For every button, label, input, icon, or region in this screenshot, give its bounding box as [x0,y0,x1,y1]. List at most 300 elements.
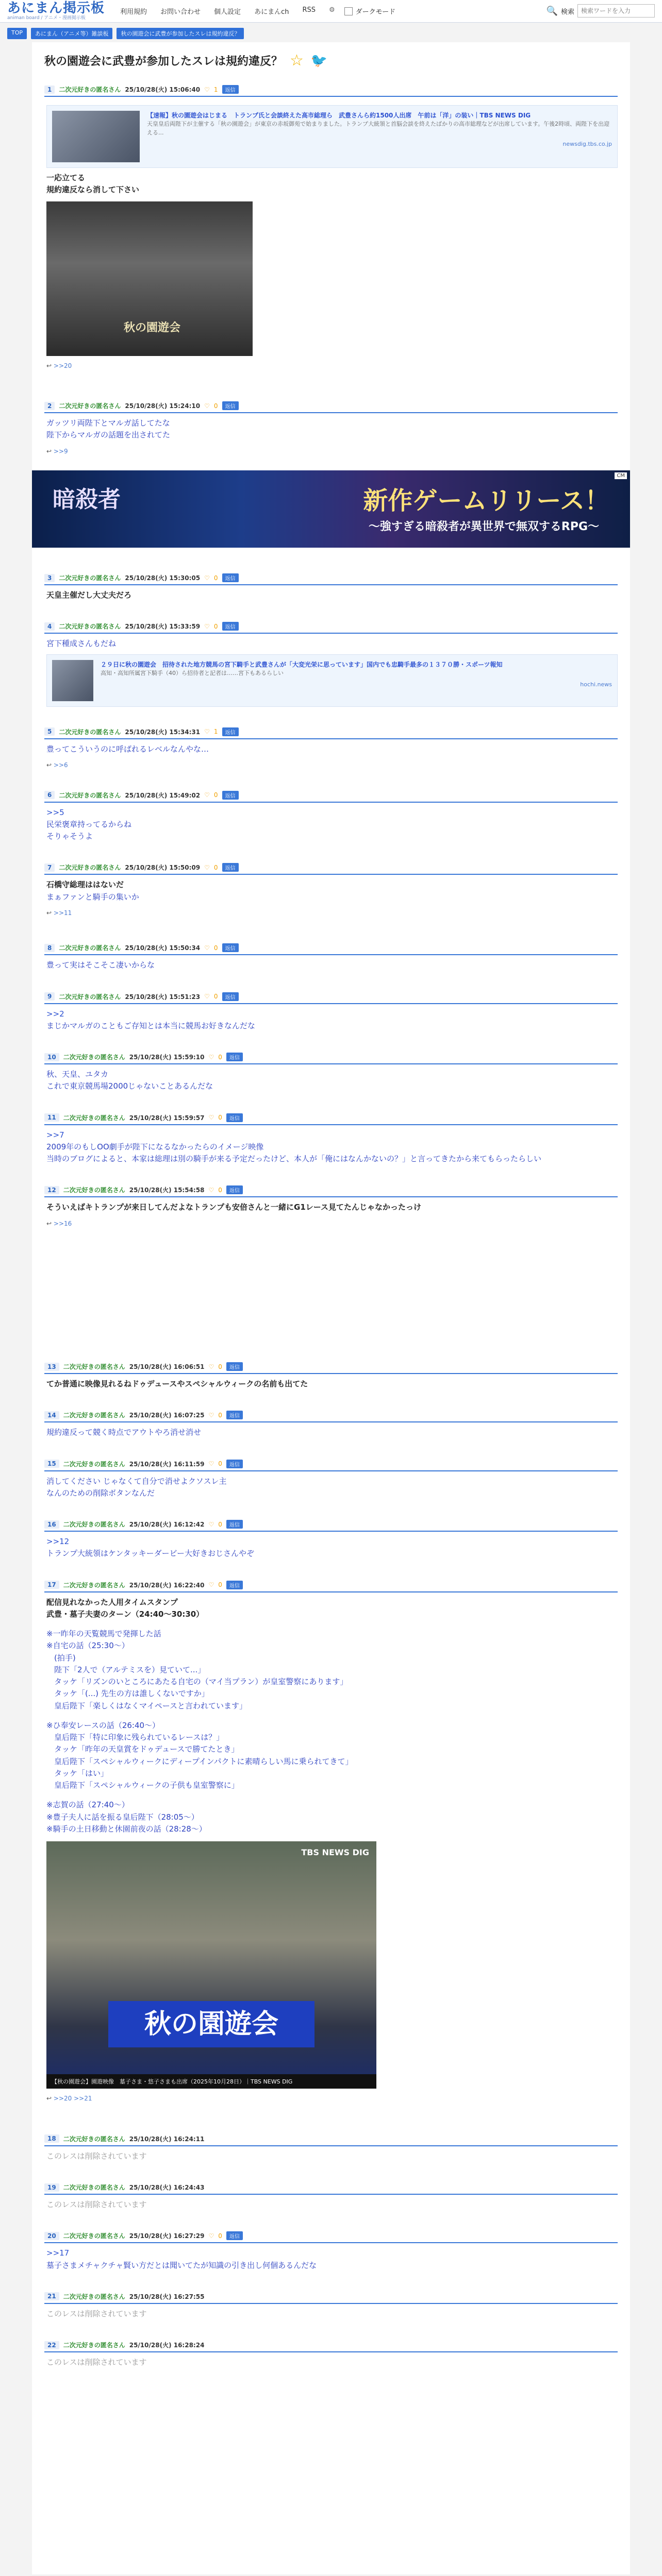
like-icon[interactable]: ♡ [208,1520,214,1528]
logo-text: あにまん掲示板 [7,1,105,16]
like-count: 0 [218,1581,222,1589]
post-text: 皇后陛下「楽しくはなくマイペースと言われています」 [46,1701,247,1710]
like-icon[interactable]: ♡ [204,791,210,799]
reply-anchor[interactable]: >>12 [46,1537,70,1547]
post-header [44,2341,618,2352]
like-count: 0 [218,1186,222,1194]
post-name: 二次元好きの匿名さん [59,993,121,1001]
reply-button[interactable]: 返信 [226,1185,243,1194]
like-count: 0 [213,944,218,952]
post-body [44,585,618,601]
post-header [44,401,618,413]
post [32,863,630,918]
thread-footer-space [32,2368,630,2574]
breadcrumb-thread[interactable]: 秋の園遊会に武豊が参加したスレは規約違反？ [117,28,244,39]
post-header [44,1113,618,1125]
post [32,1581,630,2104]
reply-button[interactable]: 返信 [226,1053,243,1061]
reply-button[interactable]: 返信 [222,791,239,800]
post-number[interactable]: 16 [44,1520,59,1529]
post-number[interactable]: 9 [44,992,55,1001]
post-body [44,2195,618,2211]
link-card-site: hochi.news [580,681,612,688]
post [32,943,630,971]
like-icon[interactable]: ♡ [208,1411,214,1419]
post-date: 25/10/28(火) 16:11:59 [129,1460,205,1468]
post-body [44,2352,618,2368]
reply-button[interactable]: 返信 [222,622,239,631]
search-input[interactable] [577,4,655,18]
post-text: 武豊・墓子夫妻のターン（24:40〜30:30） [46,1609,204,1619]
post-text: 墓子さまメチャクチャ賢い方だとは聞いてたが知識の引き出し何個あるんだな [46,2260,317,2270]
favorite-star-icon[interactable]: ☆ [290,52,304,70]
post-date: 25/10/28(火) 15:50:34 [125,944,201,952]
post-date: 25/10/28(火) 15:59:10 [129,1054,205,1061]
search-icon[interactable]: 🔍 [546,5,558,16]
post-number[interactable]: 10 [44,1053,59,1061]
like-count: 0 [218,2232,222,2240]
post-header [44,791,618,803]
like-count: 0 [218,1053,222,1061]
post-body [44,1125,618,1165]
reply-button[interactable]: 返信 [222,85,239,94]
post-name: 二次元好きの匿名さん [63,1187,125,1194]
post-header [44,622,618,634]
post-text: 民栄褒章持ってるからね [46,819,132,829]
post-text: 消してください じゃなくて自分で消せよクソスレ主 [46,1476,227,1486]
post-name: 二次元好きの匿名さん [59,944,121,952]
post-body [44,955,618,971]
post-name: 二次元好きの匿名さん [63,1521,125,1529]
ad-banner-subtitle: 〜強すぎる暗殺者が異世界で無双するRPG〜 [368,520,599,534]
post [32,622,630,706]
post-date: 25/10/28(火) 15:30:05 [125,574,201,582]
like-count: 0 [218,1411,222,1419]
post-name: 二次元好きの匿名さん [59,728,121,736]
post-body [44,803,618,843]
post-date: 25/10/28(火) 16:24:43 [129,2184,205,2192]
reply-button[interactable]: 返信 [222,401,239,410]
post-body [44,2243,618,2272]
post-number[interactable]: 11 [44,1113,59,1122]
post-number[interactable]: 1 [44,86,55,94]
post-name: 二次元好きの匿名さん [63,1581,125,1589]
post-text: 陛下からマルガの話題を出されてた [46,430,171,440]
post-name: 二次元好きの匿名さん [63,2232,125,2240]
post-name: 二次元好きの匿名さん [59,402,121,410]
reply-button[interactable]: 返信 [226,1362,243,1371]
like-count: 0 [213,622,218,630]
post-text: ガッツリ両陛下とマルガ話してたな [46,418,170,428]
post-body [44,413,618,456]
ad-banner-title-left: 暗殺者 [53,486,121,513]
reply-button[interactable]: 返信 [226,1113,243,1122]
post-text: 陛下「2人で（アルテミスを）見ていて...」 [46,1665,206,1674]
post-date: 25/10/28(火) 15:33:59 [125,623,201,631]
post-name: 二次元好きの匿名さん [59,864,121,872]
like-icon[interactable]: ♡ [204,86,210,93]
post [32,1113,630,1165]
reply-anchor[interactable]: >>6 [53,761,68,769]
nav-contact[interactable]: お問い合わせ [160,8,201,16]
like-count: 0 [213,574,218,582]
post-body [44,1422,618,1438]
post-header [44,1581,618,1592]
post-text: 配信見れなかった人用タイムスタンプ [46,1597,178,1607]
post-number[interactable]: 4 [44,622,55,631]
post-header [44,1053,618,1064]
post-number[interactable]: 8 [44,944,55,952]
post-name: 二次元好きの匿名さん [63,1114,125,1122]
post-date: 25/10/28(火) 16:27:55 [129,2293,205,2300]
post-image-title: 秋の園遊会 [108,2001,315,2047]
post-body [44,1197,618,1228]
main-nav [120,6,335,16]
like-count: 1 [213,728,218,736]
post-list [32,573,630,2368]
post-name: 二次元好きの匿名さん [59,574,121,582]
post-date: 25/10/28(火) 15:49:02 [125,791,201,799]
reply-button[interactable]: 返信 [226,1460,243,1468]
post-body [44,2146,618,2162]
post-text: ※志賀の話（27:40〜） [46,1800,129,1810]
post-date: 25/10/28(火) 16:07:25 [129,1412,205,1419]
link-card[interactable] [46,105,618,168]
reply-anchor[interactable]: >>11 [53,909,72,917]
post-header [44,1520,618,1532]
post-text: そういえばキトランプが来日してんだよなトランプも安倍さんと一緒にG1レース見てたんじゃなかったっけ [46,1202,422,1212]
post-header [44,1362,618,1374]
post-name: 二次元好きの匿名さん [63,2184,125,2192]
post-body [44,634,618,706]
post-text [46,1791,618,1799]
reply-anchor[interactable]: >>5 [46,807,64,817]
post [32,2231,630,2272]
post-text: 規約違反って競く時点でアウトやろ消せ消せ [46,1428,202,1437]
post-body [44,1004,618,1032]
post-body [44,1374,618,1390]
post-date: 25/10/28(火) 15:24:10 [125,402,201,410]
post [32,2292,630,2320]
post-header [44,2134,618,2146]
post-name: 二次元好きの匿名さん [59,623,121,631]
deleted-notice: このレスは削除されています [46,2309,147,2318]
like-icon[interactable]: ♡ [208,1363,214,1370]
like-icon[interactable]: ♡ [204,402,210,410]
post-image[interactable] [46,201,253,356]
post-date: 25/10/28(火) 16:22:40 [129,1581,205,1589]
post-text: ※一昨年の天覧競馬で発揮した話 [46,1629,161,1639]
reply-anchor[interactable]: >>2 [46,1009,64,1019]
post-header [44,863,618,875]
post-header [44,2183,618,2195]
post-text: トランプ大統領はケンタッキーダービー大好きおじさんやぞ [46,1549,255,1558]
ad-banner[interactable] [32,470,630,548]
post-name: 二次元好きの匿名さん [63,1363,125,1371]
post-text: 秋、天皇、ユタカ [46,1070,109,1079]
post [32,2183,630,2211]
post-text: タッケ「昨年の天皇賞をドゥデュースで勝てたとき」 [46,1744,239,1754]
like-icon[interactable]: ♡ [208,1114,214,1122]
post-name: 二次元好きの匿名さん [59,791,121,799]
post-name: 二次元好きの匿名さん [63,2293,125,2300]
post-text: 豊って実はそこそこ凄いからな [46,960,155,970]
post-text: まじかマルガのこともご存知とは本当に競馬お好きなんだな [46,1021,256,1030]
post-text: ※ひ奉安レースの話（26:40〜） [46,1720,160,1730]
post-number[interactable]: 18 [44,2134,59,2143]
post-body [44,1471,618,1500]
post-text: 一応立てる [46,173,86,182]
post-header [44,943,618,955]
ad-banner-title-right: 新作ゲームリリース！ [363,486,609,516]
post-body [44,739,618,770]
post-date: 25/10/28(火) 15:54:58 [129,1187,205,1194]
post-header [44,573,618,585]
reply-anchor[interactable]: >>9 [53,447,68,455]
reply-anchor[interactable]: >>16 [53,1219,72,1227]
breadcrumb [0,23,662,42]
link-card-desc: 天皇皇后両陛下が主催する「秋の園遊会」が東京の赤坂御苑で始まりました。トランプ大統領と首脳会談を終えたばかりの高市総理などが出席しています。午後2時頃、両陛下を出迎える... [147,121,610,136]
post-number[interactable]: 7 [44,863,55,872]
reply-button[interactable]: 返信 [226,1520,243,1529]
post [32,85,630,370]
tbs-logo: TBS NEWS DIG [301,1848,369,1858]
post [32,2134,630,2162]
link-card-site: newsdig.tbs.co.jp [562,141,612,147]
post-image-bar: 【秋の園遊会】園遊映像 墓子さま・悠子さまも出席（2025年10月28日）｜TBS NEWS DIG [46,2074,376,2089]
thread-container [32,42,630,2574]
post-body [44,2304,618,2320]
post-number[interactable]: 15 [44,1460,59,1468]
post-name: 二次元好きの匿名さん [63,2342,125,2349]
breadcrumb-top[interactable]: TOP [7,28,27,39]
post-replies [46,361,618,371]
reply-button[interactable]: 返信 [222,943,239,952]
post-image-caption: 秋の園遊会 [124,321,181,335]
link-card-text [101,660,612,701]
post-number[interactable]: 5 [44,727,55,736]
post-name: 二次元好きの匿名さん [63,2135,125,2143]
like-icon[interactable]: ♡ [208,1581,214,1589]
reply-button[interactable]: 返信 [222,992,239,1001]
post-date: 25/10/28(火) 16:28:24 [129,2342,205,2349]
post [32,1460,630,1500]
post-text: 当時のブログによると、本家は総理は別の騎手が来る予定だったけど、本人が「俺にはなんかないの？」と言ってきたから来てもらったらしい [46,1154,542,1164]
like-icon[interactable]: ♡ [204,622,210,630]
darkmode-label: ダークモード [355,8,396,16]
post-text: 天皇主催だし大丈夫だろ [46,590,132,600]
post-text: (拍手) [46,1653,76,1663]
post-number[interactable]: 13 [44,1363,59,1371]
post-text: タッケ「(...) 先生の方は誰しくないですか」 [46,1689,209,1699]
post-replies [46,2094,618,2104]
link-card-text [147,111,612,162]
post [32,1411,630,1438]
like-count: 0 [213,402,218,410]
post-date: 25/10/28(火) 16:24:11 [129,2135,205,2143]
post-body [44,1592,618,2104]
like-count: 0 [213,863,218,871]
post-date: 25/10/28(火) 15:51:23 [125,993,201,1001]
post [32,401,630,456]
like-icon[interactable]: ♡ [208,1186,214,1194]
link-card-title: 【速報】秋の園遊会はじまる トランプ氏と会談終えた高市総理ら 武豊さんら約1500人出席 午前は「洋」の装い｜TBS NEWS DIG [147,112,531,119]
reply-button[interactable]: 返信 [222,863,239,872]
post [32,1053,630,1093]
post-replies [46,447,618,456]
post-header [44,992,618,1004]
post-header [44,1411,618,1422]
post-number[interactable]: 17 [44,1581,59,1589]
post-number[interactable]: 14 [44,1411,59,1419]
breadcrumb-board[interactable]: あにまん（アニメ等）雑談板 [31,28,112,39]
reply-arrow-icon: ↩ [46,362,52,369]
reply-anchor[interactable]: >>17 [46,2248,70,2258]
twitter-icon[interactable]: 🐦 [310,53,328,69]
post-body [44,1532,618,1560]
post-text: まぁファンと騎手の集いか [46,892,139,902]
reply-button[interactable]: 返信 [222,573,239,582]
post-text: これで東京競馬場2000じゃないことあるんだな [46,1081,213,1091]
post-text: 宮下種成さんもだね [46,639,117,649]
post-body [44,875,618,918]
post-date: 25/10/28(火) 16:06:51 [129,1363,205,1371]
nav-settings[interactable]: 個人設定 [214,8,241,16]
logo-subtext: animan board / アニメ・漫画掲示板 [7,15,86,21]
deleted-notice: このレスは削除されています [46,2151,147,2161]
reply-anchor[interactable]: >>20 [53,362,72,369]
search-area [547,4,655,18]
like-icon[interactable]: ♡ [208,2232,214,2240]
post [32,2341,630,2368]
like-icon[interactable]: ♡ [204,728,210,736]
post-replies [46,908,618,918]
like-icon[interactable]: ♡ [204,993,210,1001]
post-text: ※騎手の土日移動と休園前夜の話（28:28〜） [46,1824,207,1834]
post-number[interactable]: 22 [44,2341,59,2349]
site-logo[interactable] [7,2,105,21]
like-count: 0 [213,791,218,799]
link-card-desc: 高知・高知所属宮下騎手（40）ら招待者と記者は……宮下もあるらしい [101,669,284,676]
nav-terms[interactable]: 利用規約 [120,8,147,16]
post-number[interactable]: 21 [44,2292,59,2300]
reply-anchor[interactable]: >>7 [46,1130,64,1140]
like-icon[interactable]: ♡ [204,574,210,582]
post-text: タッケ「リズンのいところにあたる自宅の（マイ当プラン）が皇室警察にあります」 [46,1677,348,1687]
reply-button[interactable]: 返信 [226,1411,243,1419]
like-icon[interactable]: ♡ [204,944,210,952]
post-replies [46,1219,618,1229]
post-number[interactable]: 2 [44,402,55,410]
reply-anchor[interactable]: >>20 >>21 [53,2095,92,2103]
post [32,727,630,770]
reply-button[interactable]: 返信 [226,1581,243,1589]
reply-button[interactable]: 返信 [222,727,239,736]
reply-button[interactable]: 返信 [226,2231,243,2240]
post-image[interactable] [46,1841,376,2089]
nav-animanch[interactable]: あにまんch [254,8,289,16]
like-count: 0 [218,1363,222,1370]
like-count: 0 [213,993,218,1001]
link-card-thumbnail [52,660,93,701]
post [32,791,630,843]
post-replies [46,760,618,770]
like-count: 0 [218,1460,222,1468]
post-text: てか普通に映像見れるねドゥデュースやスペシャルウィークの名前も出てた [46,1379,308,1389]
post-text: 石橋守総理ははないだ [46,880,124,890]
like-icon[interactable]: ♡ [208,1460,214,1468]
ad-tag: CM [615,472,627,479]
gear-icon[interactable]: ⚙ [329,6,335,14]
post-date: 25/10/28(火) 16:27:29 [129,2232,205,2240]
post [32,1520,630,1560]
post-number[interactable]: 19 [44,2183,59,2192]
post-number[interactable]: 12 [44,1186,59,1194]
post-date: 25/10/28(火) 15:59:57 [129,1114,205,1122]
post [32,992,630,1032]
post-body [44,1064,618,1093]
post-date: 25/10/28(火) 15:50:09 [125,864,201,872]
post-text: ※自宅の話（25:30〜） [46,1641,129,1651]
reply-arrow-icon: ↩ [46,761,52,769]
post-text: 皇后陛下「スペシャルウィークにディープインパクトに素晴らしい馬に乗られてきて」 [46,1756,353,1766]
post-header [44,85,618,97]
reply-arrow-icon: ↩ [46,909,52,917]
like-count: 0 [218,1520,222,1528]
post-text: 2009年のもしOO劇手が陛下になるなかったらのイメージ映像 [46,1142,264,1151]
like-count: 0 [218,1114,222,1122]
post-text: 皇后陛下「スペシャルウィークの子供も皇室警察に」 [46,1781,239,1790]
post-name: 二次元好きの匿名さん [63,1054,125,1061]
post-text: 規約違反なら消して下さい [46,185,140,195]
post-date: 25/10/28(火) 15:06:40 [125,86,201,93]
darkmode-toggle[interactable] [344,6,395,16]
post-header [44,2292,618,2304]
search-mode[interactable]: 検索 [560,8,574,16]
post-text: 皇后陛下「特に印象に残られているレースは？」 [46,1733,224,1742]
post-number[interactable]: 6 [44,791,55,799]
post-number[interactable]: 3 [44,574,55,582]
post-text: ※豊子夫人に話を振る皇后陛下（28:05〜） [46,1812,199,1822]
post-text [46,1712,618,1720]
like-icon[interactable]: ♡ [208,1053,214,1061]
thread-title-row [32,42,630,76]
post-date: 25/10/28(火) 15:34:31 [125,728,201,736]
like-icon[interactable]: ♡ [204,863,210,871]
post-date: 25/10/28(火) 16:12:42 [129,1521,205,1529]
top-bar [0,0,662,23]
post [32,573,630,601]
post-header [44,727,618,739]
post-text: タッケ「はい」 [46,1768,109,1778]
reply-arrow-icon: ↩ [46,1219,52,1227]
post-body [44,97,618,370]
post-name: 二次元好きの匿名さん [63,1412,125,1419]
like-count: 1 [213,86,218,93]
post-header [44,1460,618,1471]
darkmode-checkbox[interactable] [344,7,353,15]
post-text: 豊ってこういうのに呼ばれるレベルなんやな… [46,744,209,754]
post-name: 二次元好きの匿名さん [63,1460,125,1468]
post-name: 二次元好きの匿名さん [59,86,121,93]
post [32,1362,630,1390]
link-card-title: ２９日に秋の園遊会 招待された地方競馬の宮下騎手と武豊さんが「大変光栄に思っています」国内でも忠騎手最多の１３７０勝・スポーツ報知 [101,660,503,668]
post [32,1185,630,1228]
post-number[interactable]: 20 [44,2232,59,2240]
reply-arrow-icon: ↩ [46,2095,52,2103]
link-card[interactable] [46,654,618,707]
nav-rss[interactable]: RSS [302,6,316,14]
